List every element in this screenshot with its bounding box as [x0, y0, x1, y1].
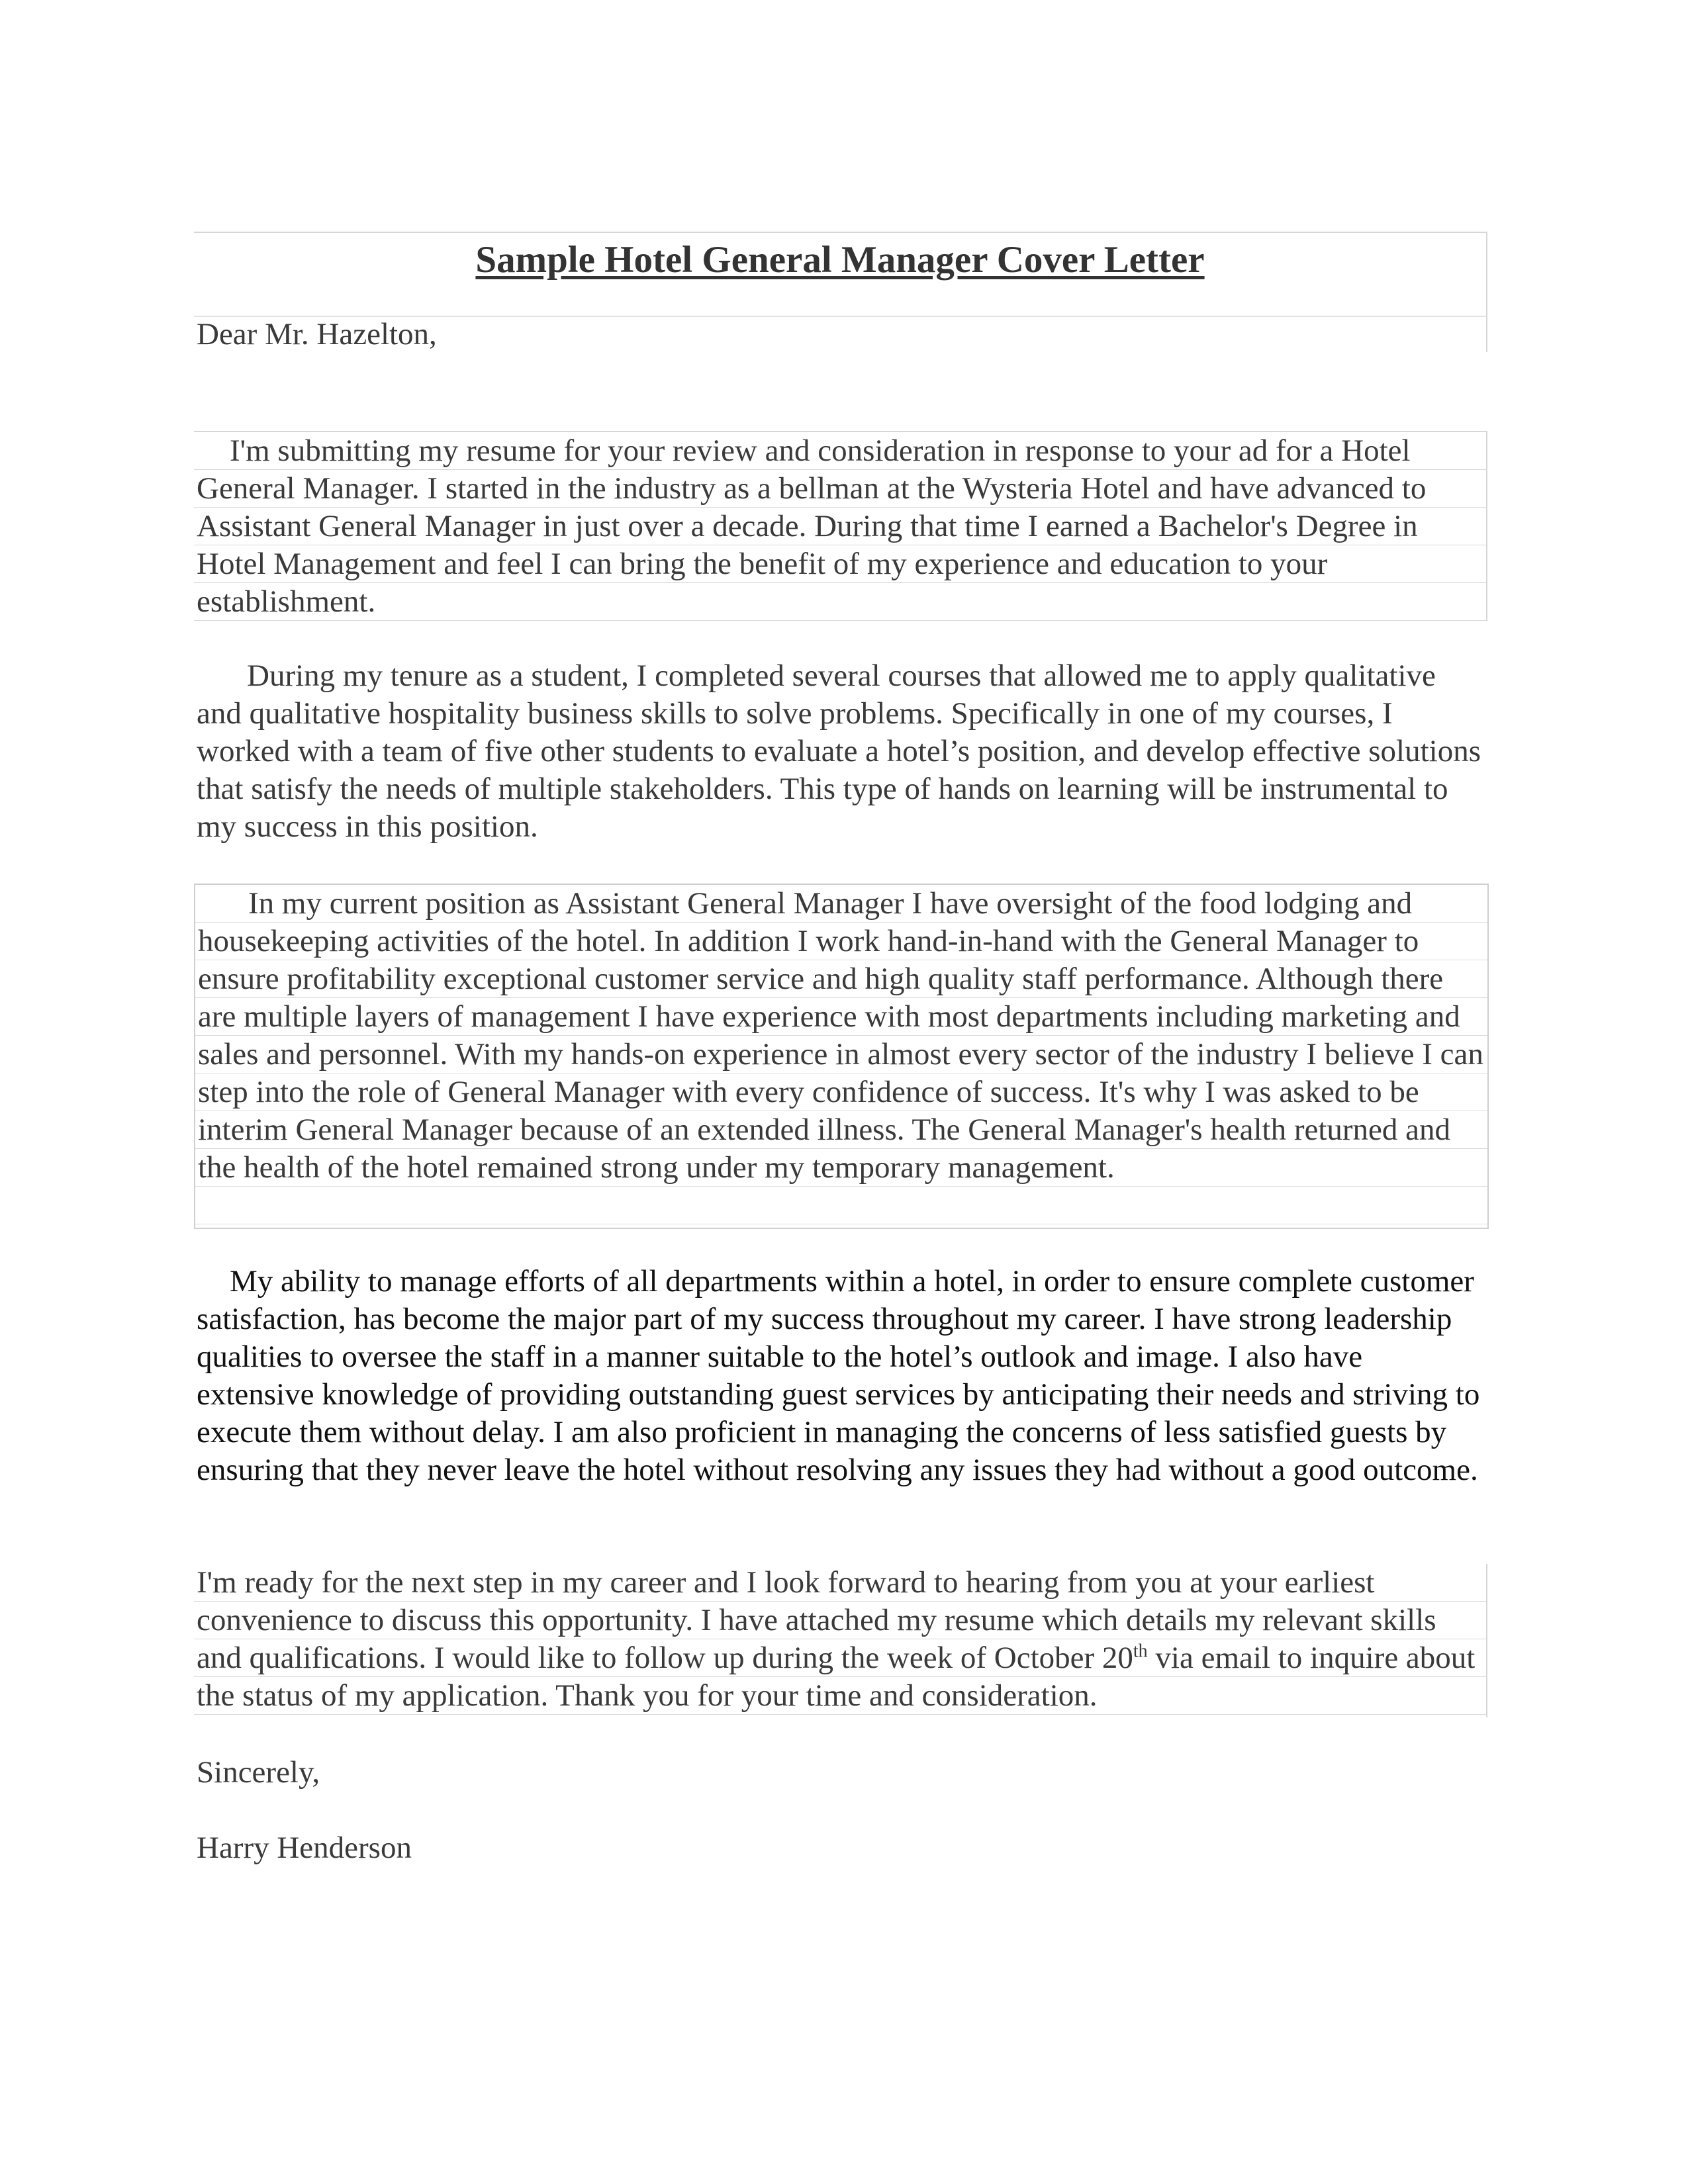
paragraph-5-block — [194, 1564, 1487, 1717]
paragraph-3: In my current position as Assistant General Manager I have oversight of the food lodging and housekeeping activities of the hotel. In addition I work hand-in-hand with the General Manager to ensure profitability exceptional customer service and high quality staff performance. Although there are multiple layers of management I have experience with most departments including marketing and sales and personnel. With my hands-on experience in almost every sector of the industry I believe I can step into the role of General Manager with every confidence of success. It's why I was asked to be interim General Manager because of an extended illness. The General Manager's health returned and the health of the hotel remained strong under my temporary management. — [198, 886, 1483, 1185]
salutation-row — [194, 316, 1487, 352]
paragraph-5-text-b: via email to inquire about the status of my application. Thank you for your time and consideration. — [197, 1641, 1476, 1713]
paragraph-4-block — [194, 1263, 1486, 1527]
paragraph-1-block — [194, 431, 1487, 621]
ordinal-suffix: th — [1133, 1641, 1148, 1662]
paragraph-5 — [194, 1564, 1486, 1715]
paragraph-2-block — [194, 657, 1486, 849]
paragraph-5-text-a: I'm ready for the next step in my career and I look forward to hearing from you at your earliest convenience to discuss this opportunity. I have attached my resume which details my relevant skills and qualifications. I would like to follow up during the week of October 20 — [197, 1565, 1436, 1675]
closing: Sincerely, — [197, 1755, 320, 1790]
paragraph-2: During my tenure as a student, I completed several courses that allowed me to apply qualitative and qualitative hospitality business skills to solve problems. Specifically in one of my courses, I worked with a team of five other students to evaluate a hotel’s position, and develop effective solutions that satisfy the needs of multiple stakeholders. This type of hands on learning will be instrumental to my success in this position. — [197, 659, 1481, 844]
title-row — [194, 232, 1487, 317]
signature-name: Harry Henderson — [197, 1831, 412, 1865]
document-title: Sample Hotel General Manager Cover Letter — [475, 239, 1205, 281]
paragraph-4: My ability to manage efforts of all departments within a hotel, in order to ensure complete customer satisfaction, has become the major part of my success throughout my career. I have strong leadership qualities to oversee the staff in a manner suitable to the hotel’s outlook and image. I also have extensive knowledge of providing outstanding guest services by anticipating their needs and striving to execute them without delay. I am also proficient in managing the concerns of less satisfied guests by ensuring that they never leave the hotel without resolving any issues they had without a good outcome. — [197, 1264, 1480, 1487]
paragraph-1: I'm submitting my resume for your review and consideration in response to your ad for a Hotel General Manager. I started in the industry as a bellman at the Wysteria Hotel and have advanced to Assistant General Manager in just over a decade. During that time I earned a Bachelor's Degree in Hotel Management and feel I can bring the benefit of my experience and education to your establishment. — [197, 433, 1427, 619]
paragraph-3-block — [194, 884, 1489, 1229]
salutation: Dear Mr. Hazelton, — [197, 317, 437, 351]
